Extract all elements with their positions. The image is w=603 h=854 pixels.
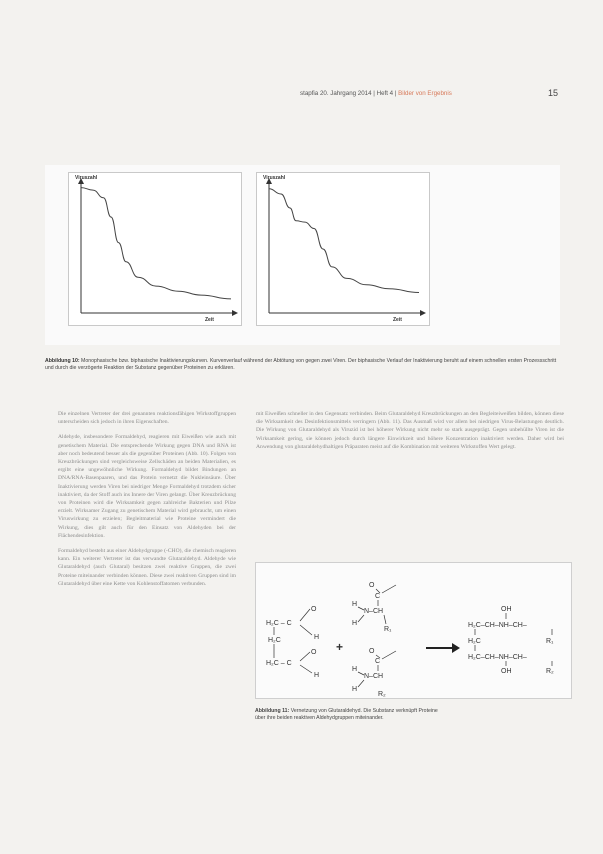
body-column-right bbox=[256, 410, 564, 458]
atom-label: H₂C bbox=[468, 638, 481, 645]
bond bbox=[382, 651, 396, 659]
atom-label: O bbox=[369, 648, 375, 655]
figure-11-chemical-scheme bbox=[255, 562, 572, 699]
atom-label: OH bbox=[501, 668, 512, 675]
atom-label: N–CH bbox=[364, 673, 384, 680]
bond bbox=[300, 625, 312, 635]
atom-label: C bbox=[375, 593, 381, 600]
series-line-monophasic bbox=[81, 188, 231, 299]
chart-panel-biphasic bbox=[256, 172, 430, 326]
series-line-biphasic bbox=[269, 189, 419, 293]
atom-label: R₂ bbox=[378, 691, 386, 698]
x-axis-label: Zeit bbox=[393, 317, 402, 323]
y-axis-label: Viruszahl bbox=[263, 175, 286, 181]
atom-label: H₂C bbox=[268, 637, 281, 644]
bond bbox=[358, 680, 364, 687]
atom-label: O bbox=[369, 582, 375, 589]
plus-sign: + bbox=[336, 640, 344, 654]
bond bbox=[358, 615, 364, 622]
chart-monophasic-svg bbox=[69, 173, 241, 325]
atom-label: H₂C – C bbox=[266, 620, 292, 627]
atom-label: H bbox=[352, 601, 358, 608]
atom-label: R₂ bbox=[546, 668, 554, 675]
atom-label: H bbox=[352, 666, 358, 673]
body-column-left bbox=[58, 410, 236, 595]
body-paragraph: Aldehyde, insbesondere Formaldehyd, reagieren mit Eiweißen wie auch mit genetischem Material. Die entsprechende Wirkung gegen DNA und RNA ist aber noch bedeutend besser als die gegenüber Proteinen (Abb. 10). Folgen von Kreuzbrückungen sind vergleichsweise Zellschäden an beiden Materialien, es ergibt eine ungewöhnliche Wirkung. Formaldehyd bildet Bindungen an DNA/RNA-Basenpaaren, und das Protein vernetzt die Nukleinsäure. Über Inaktivierung werden Viren bei niedriger Menge Formaldehyd trotzdem sicher inaktiviert, da der Stoff auch ins Innere der Viren gelangt. Über Kreuzbrückung von Proteinen wird die Wirksamkeit gegen zahlreiche Bakterien und Pilze erzielt. Wirksamer Zugang zu genetischem Material wird gebraucht, um einen Viruswirkung zu erzielen; Begleitmaterial wie Proteine vermindert die Wirkung, dies gilt auch für den Einsatz von Aldehyden bei der Flächendesinfektion. bbox=[58, 434, 236, 539]
y-axis-label: Viruszahl bbox=[75, 175, 98, 181]
atom-label: H₂C–CH–NH–CH– bbox=[468, 654, 527, 661]
bond bbox=[300, 665, 312, 673]
atom-label: OH bbox=[501, 606, 512, 613]
atom-label: O bbox=[311, 649, 317, 656]
atom-label: H₂C–CH–NH–CH– bbox=[468, 622, 527, 629]
bond bbox=[300, 652, 310, 661]
journal-info: stapfia 20. Jahrgang 2014 | Heft 4 | bbox=[300, 90, 397, 97]
section-category: Bilder von Ergebnis bbox=[398, 90, 452, 97]
atom-label: H bbox=[352, 686, 358, 693]
bond bbox=[382, 585, 396, 593]
chart-biphasic-svg bbox=[257, 173, 429, 325]
atom-label: N–CH bbox=[364, 608, 384, 615]
figure-11-caption-label: Abbildung 11: bbox=[255, 708, 290, 714]
body-paragraph: mit Eiweißen schneller in den Gegensatz verbinden. Beim Glutaraldehyd Kreuzbrückungen an den Begleiteiweißen bilden, können diese die Wirksamkeit des Desinfektionsmittels verringern (Abb. 11). Das Ausmaß wird vor allem bei niedrigen Virus-Belastungen deutlich. Die Wirkung von Glutaraldehyd als Viruzid ist bei höherer Wirkung nicht mehr so stark ausgeprägt. Gegen unbehüllte Viren ist die Wirksamkeit gering, sie können jedoch durch längere Einwirkzeit und höhere Konzentration inaktiviert werden. Daher wird bei Anwendung von glutaraldehydhaltigen Präparaten meist auf die Kombination mit weiteren Wirkstoffen Wert gelegt. bbox=[256, 411, 564, 450]
atom-label: R₁ bbox=[546, 638, 554, 645]
atom-label: H₂C – C bbox=[266, 660, 292, 667]
x-axis-label: Zeit bbox=[205, 317, 214, 323]
bond bbox=[384, 615, 386, 624]
figure-11-caption bbox=[255, 708, 445, 722]
figure-10-caption-label: Abbildung 10: bbox=[45, 358, 80, 364]
atom-label: H bbox=[314, 672, 320, 679]
running-header bbox=[300, 90, 560, 102]
chart-panel-monophasic bbox=[68, 172, 242, 326]
atom-label: H bbox=[352, 620, 358, 627]
atom-label: C bbox=[375, 658, 381, 665]
crosslink-reaction-diagram bbox=[256, 563, 571, 698]
figure-11-caption-text: Vernetzung von Glutaraldehyd. Die Substanz verknüpft Proteine über ihre beiden reaktiven Aldehydgruppen miteinander. bbox=[255, 708, 438, 721]
page-number: 15 bbox=[548, 88, 559, 98]
figure-10-caption bbox=[45, 358, 560, 390]
reaction-arrow bbox=[426, 643, 460, 653]
figure-10-caption-text: Monophasische bzw. biphasische Inaktivierungskurven. Kurvenverlauf während der Abtötung von gegen zwei Viren. Der biphasische Verlauf der Inaktivierung beruht auf einem schnellen ersten Prozessschritt und durch die verzögerte Reaktion der Substanz gegenüber Proteinen zu erklären. bbox=[45, 358, 557, 372]
body-paragraph: Formaldehyd besteht aus einer Aldehydgruppe (-CHO), die chemisch reagieren kann. Ein weiterer Vertreter ist das verwandte Glutaraldehyd. Aldehyde wie Glutaraldehyd (auch Glutaral) besitzen zwei reaktive Gruppen, die zwei Proteine miteinander verbinden können. Diese zwei reaktiven Gruppen sind im Glutaraldehyd über eine Kette von Kohlenstoffatomen verbunden. bbox=[58, 548, 236, 587]
atom-label: O bbox=[311, 606, 317, 613]
bond bbox=[300, 609, 310, 621]
body-paragraph: Die einzelnen Vertreter der drei genannten reaktionsfähigen Wirkstoffgruppen unterscheiden sich jedoch in ihren Eigenschaften. bbox=[58, 411, 236, 426]
atom-label: R₁ bbox=[384, 626, 392, 633]
atom-label: H bbox=[314, 634, 320, 641]
